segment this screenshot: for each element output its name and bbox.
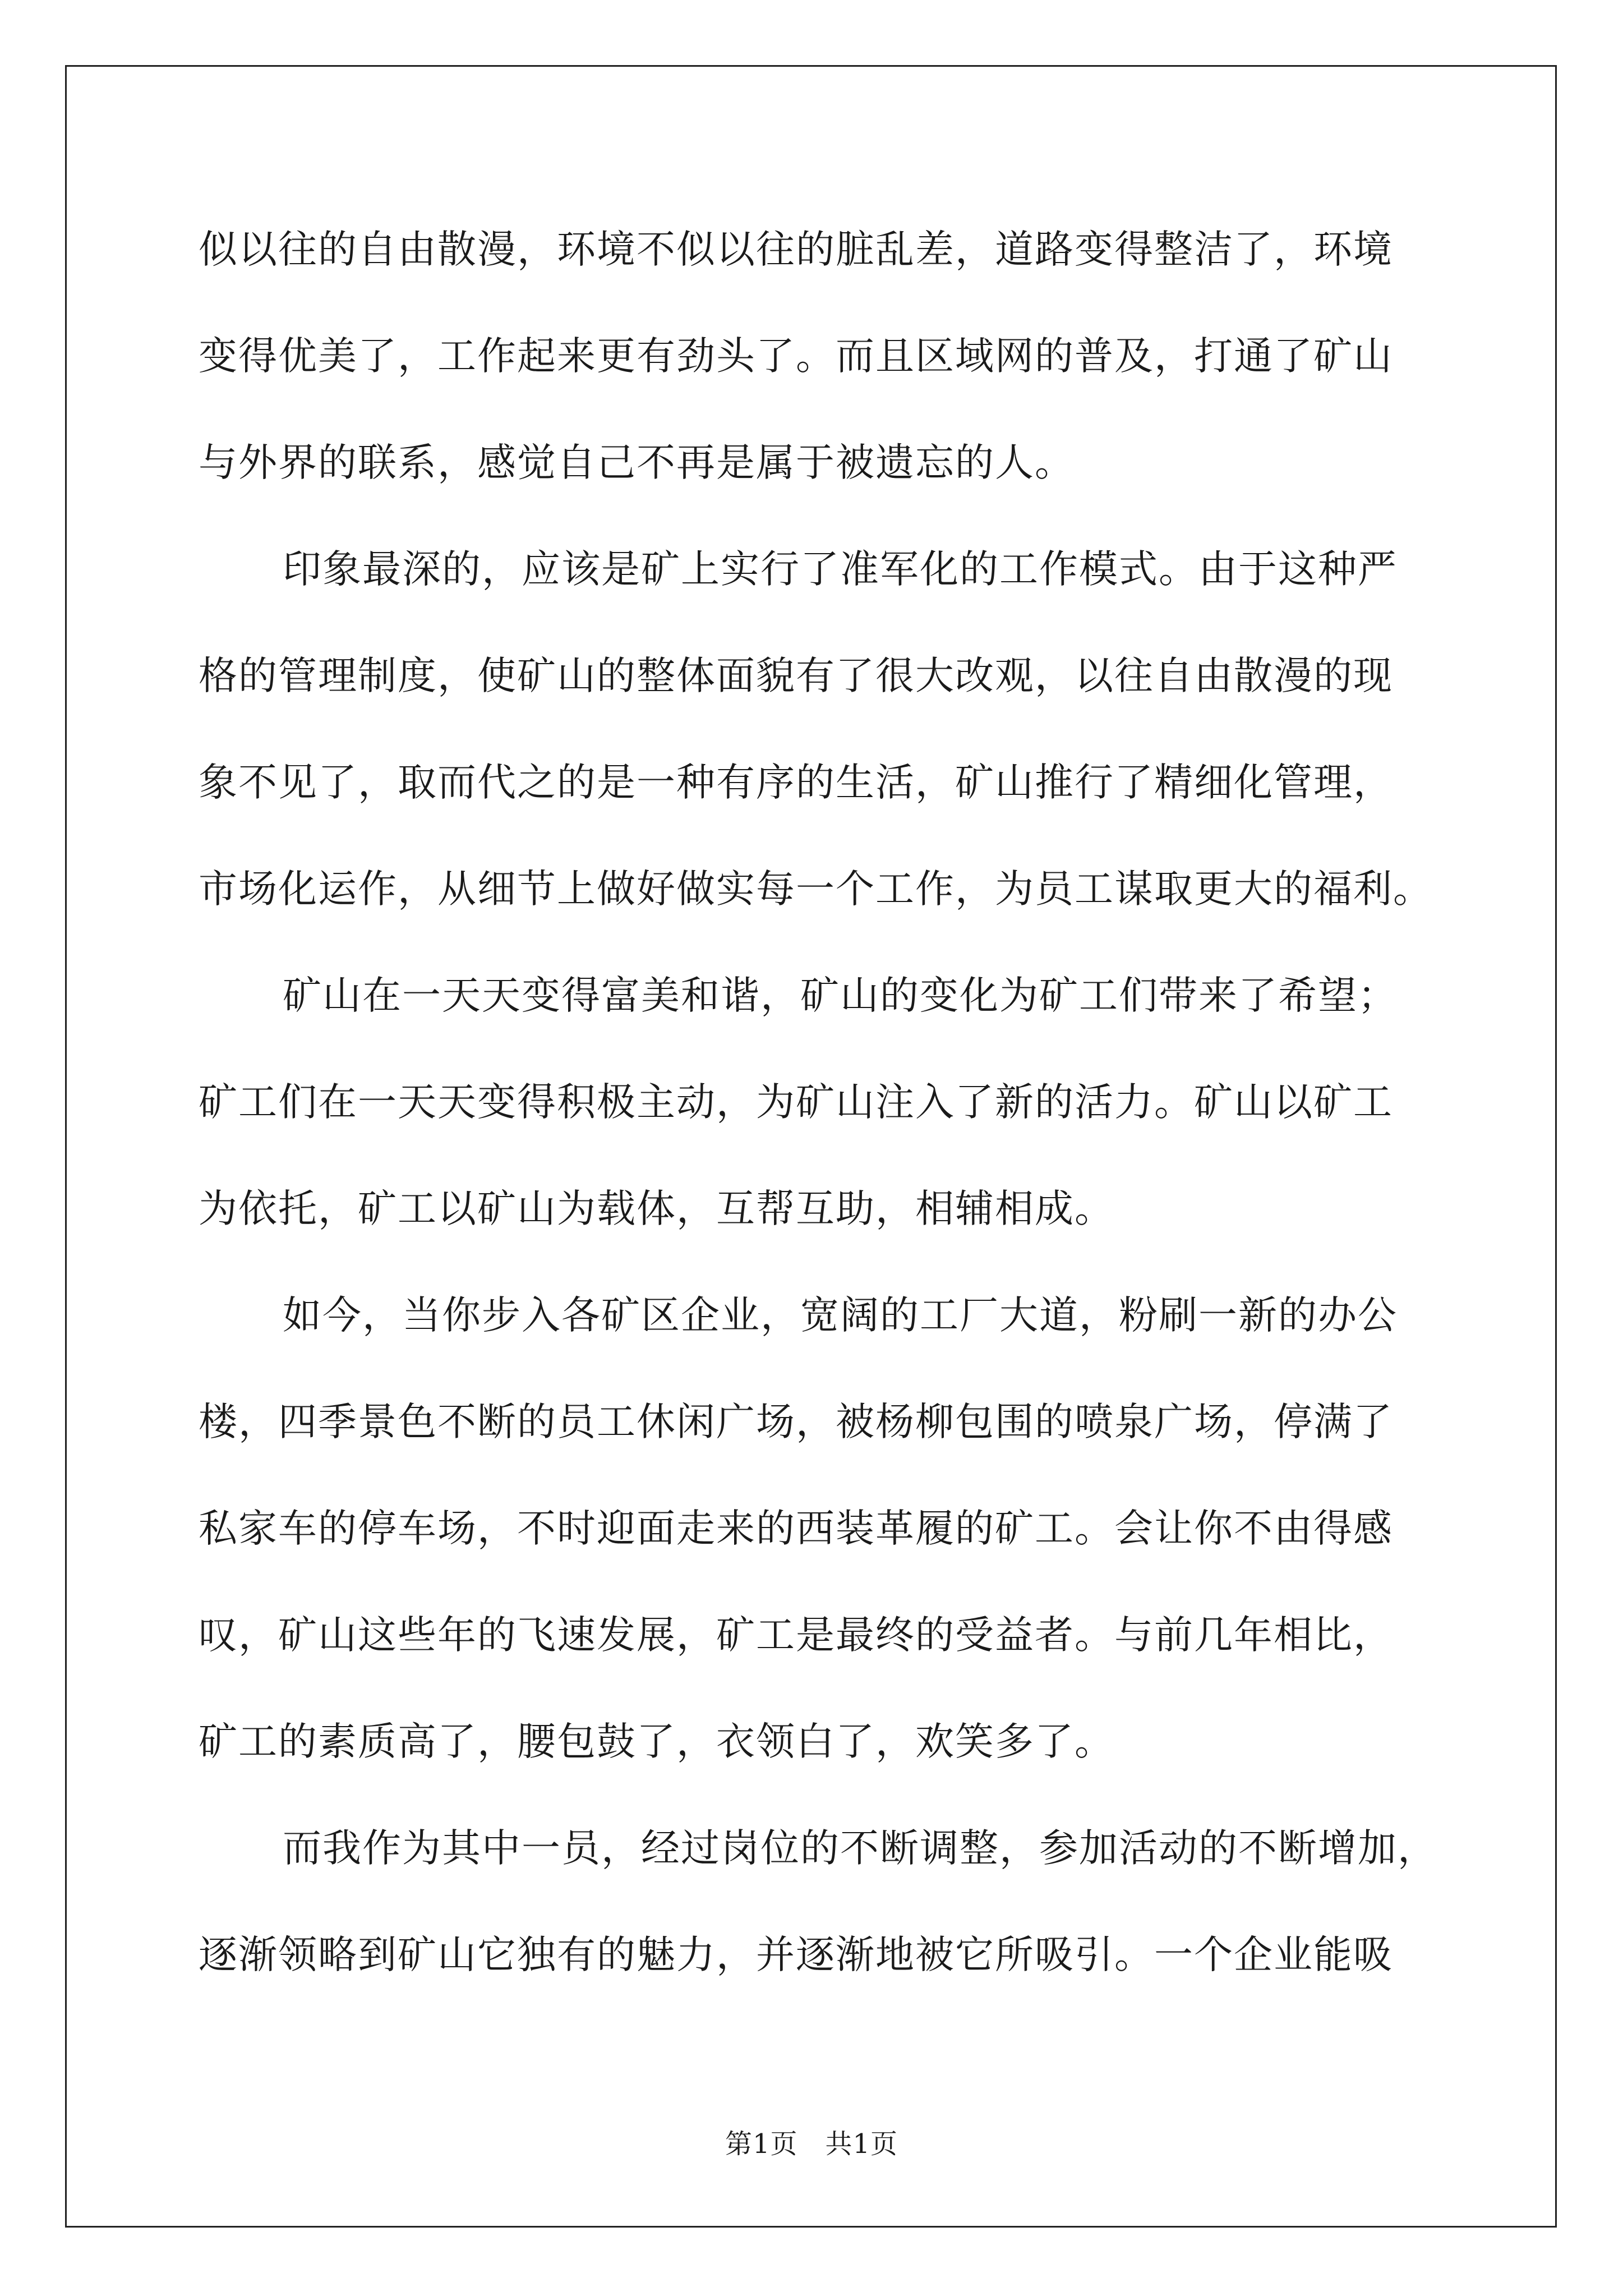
text-line: 矿工的素质高了，腰包鼓了，衣领白了，欢笑多了。 <box>199 1719 1114 1764</box>
page-number-footer: 第1页 共1页 <box>725 2128 898 2160</box>
text-line: 象不见了，取而代之的是一种有序的生活，矿山推行了精细化管理， <box>199 760 1393 805</box>
text-line: 似以往的自由散漫，环境不似以往的脏乱差，道路变得整洁了，环境 <box>199 227 1393 272</box>
document-body <box>199 213 1437 2025</box>
text-line: 如今，当你步入各矿区企业，宽阔的工厂大道，粉刷一新的办公 <box>283 1293 1398 1338</box>
text-line: 矿山在一天天变得富美和谐，矿山的变化为矿工们带来了希望； <box>283 973 1398 1018</box>
text-line: 为依托，矿工以矿山为载体，互帮互助，相辅相成。 <box>199 1186 1114 1231</box>
text-line: 市场化运作，从细节上做好做实每一个工作，为员工谋取更大的福利。 <box>199 867 1433 912</box>
text-line: 而我作为其中一员，经过岗位的不断调整，参加活动的不断增加， <box>283 1826 1437 1871</box>
text-line: 格的管理制度，使矿山的整体面貌有了很大改观，以往自由散漫的现 <box>199 654 1393 698</box>
text-line: 与外界的联系，感觉自己不再是属于被遗忘的人。 <box>199 440 1075 485</box>
text-line: 私家车的停车场，不时迎面走来的西装革履的矿工。会让你不由得感 <box>199 1506 1393 1551</box>
text-line: 楼，四季景色不断的员工休闲广场，被杨柳包围的喷泉广场，停满了 <box>199 1400 1393 1444</box>
text-line: 叹，矿山这些年的飞速发展，矿工是最终的受益者。与前几年相比， <box>199 1613 1393 1658</box>
text-line: 变得优美了，工作起来更有劲头了。而且区域网的普及，打通了矿山 <box>199 334 1393 379</box>
text-line: 逐渐领略到矿山它独有的魅力，并逐渐地被它所吸引。一个企业能吸 <box>199 1932 1393 1977</box>
text-line: 矿工们在一天天变得积极主动，为矿山注入了新的活力。矿山以矿工 <box>199 1080 1393 1125</box>
text-line: 印象最深的，应该是矿上实行了准军化的工作模式。由于这种严 <box>283 547 1398 592</box>
